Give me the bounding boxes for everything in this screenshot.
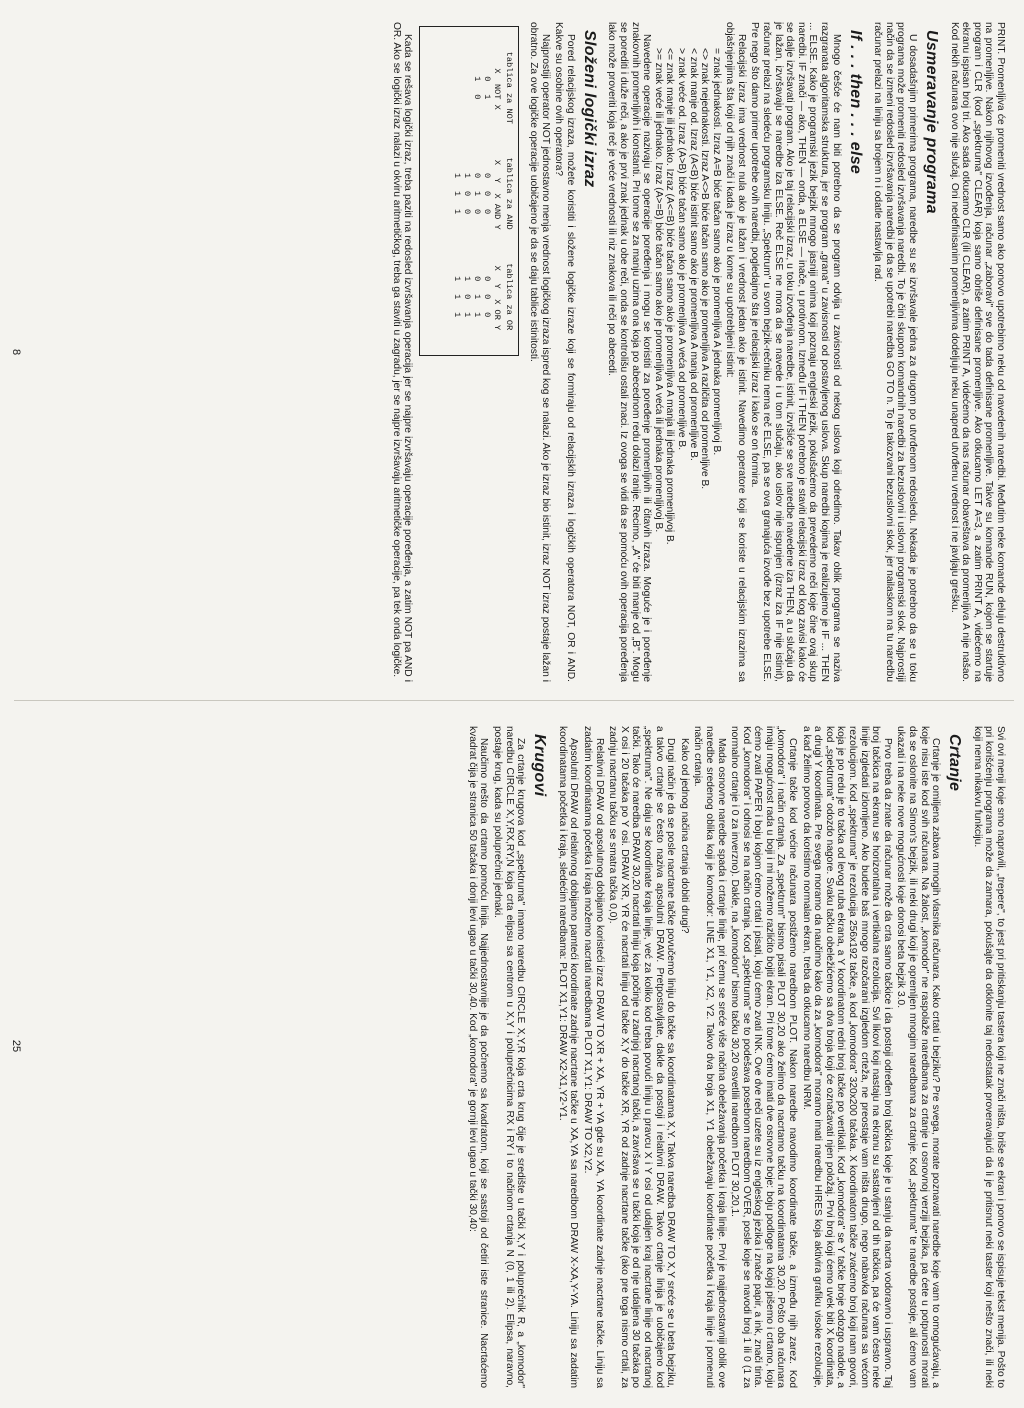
cell: 0 xyxy=(462,190,473,197)
col-header: X OR Y xyxy=(492,299,503,331)
paragraph: Mnogo češće će nam biti potrebno da se program odvija u zavisnosti od nekog uslova koji odredimo. Takav oblik programa se naziva razgranata algoritamska struktura, jer se program „grana" u zavisnosti od postavljenog uslova. Skup naredbi kojima je realizujemo je IF ... THEN ... ELSE. Kako je programski jezik bejzik mnogo jasniji onima koji poznaju engleski jezik, pokušaćemo da prevedemo reči koje čine ovaj skup naredbi. IF znači — ako, THEN — onda, a ELSE — inače, u protivnom. Između IF i THEN potrebno je staviti relacijski izraz od kog zavisi kako će se dalje izvršavati program. Ako je taj relacijski izraz, u toku izvođenja naredbe, istinit, izvršiće se sve naredbe navedene iza THEN, a u slučaju da je lažan, izvršavaju se naredbe iza ELSE. Reč ELSE ne mora da se navede i u tom slučaju, ako uslov nije ispunjen (izraz iza IF nije istinit), računar prelazi na sledeću programsku liniju. „Spektrum" u svom bejzik-rečniku nema reč ELSE, pa se ova granajuća izvođe bez upotrebe ELSE. Pre nego što damo primer upotrebe ovih naredbi, pogledajmo šta je relacijski izraz i kako se on formira. xyxy=(749,22,842,682)
truth-table-or xyxy=(452,263,514,330)
paragraph: Apsolutni DRAW od relativnog dobijamo pamteći koordinate zadnje nacrtane tačke u XA,YA sa naredbom DRAW X-XA,Y-YA. Liniju sa zadatim koordinatama početka i kraja, sledećim naredbama: PLOT X1,Y1: DRAW X2-X1,Y2-Y1. xyxy=(556,726,580,1388)
cell: 0 xyxy=(472,172,483,179)
page-8 xyxy=(11,22,1006,682)
col-header: Y xyxy=(492,283,503,289)
cell: 0 xyxy=(482,190,493,197)
col-header: X xyxy=(492,265,503,271)
paragraph: Naučimo nešto da crtamo pomoću linija. Najjednostavnije je da počnemo sa kvadratom, koji se sastoji od četiri iste stranice. Nacrtaćemo kvadrat čija je stranica 50 tačaka i donji levi ugao u tački 30,40. Kod „komodora" je gornji levi ugao u tački 30,40: xyxy=(466,726,490,1388)
table-row xyxy=(472,74,482,102)
table-row xyxy=(482,274,492,320)
table-row xyxy=(472,274,482,320)
page-25-text xyxy=(464,726,1006,1388)
paragraph: Navedene operacije nazivaju se operacije poređenja i mogu se koristiti za poređenje promenljivih ili čitavih izraza. Moguće je i poređenje znakovnih promenljivih i konstanti. Pri tome se za manju uzima ona koja po abecednom redu dolazi ranije. Recimo, „A" će biti manje od „B". Mogu se porediti i duže reči, a ako je prvi znak jednak u obe reči, onda se kontrolišu ostali znaci. Iz ovoga se vidi da se pomoću ovih operacija poređenja lako može proveriti koja reč je veće vrednosti ili niz znakova ili reči po abecedi. xyxy=(606,22,653,682)
table-row xyxy=(452,274,462,320)
cell: 0 xyxy=(462,208,473,215)
table-title: tablica za NOT xyxy=(504,51,515,124)
operator-line: <> znak nejednakosti. Izraz A<>B biće tačan samo ako je promenljiva A različita od promenljive B. xyxy=(699,48,711,490)
cell: 1 xyxy=(462,276,473,282)
cell: 0 xyxy=(472,208,483,215)
operator-line: <= znak manje ili jednako. Izraz (A<=B) biće tačan samo ako je promenljiva A manja ili jednaka promenljivoj B. xyxy=(664,48,676,545)
heading-usmeravanje-programa: Usmeravanje programa xyxy=(923,30,941,214)
cell: 1 xyxy=(452,294,463,300)
heading-crtanje: Crtanje xyxy=(946,734,964,792)
paragraph: Kada se rešava logički izraz, treba paziti na redosled izvršavanja operacija jer se najpre izvršavaju operacije poređenja, a zatim NOT pa AND i OR. Ako se logički izraz nalazi u okviru aritmetičkog, treba ga staviti u zagradu, jer se najpre izvršavaju aritmetičke operacije, pa tek onda logičke. xyxy=(390,22,414,682)
paragraph: Svi ovi menji koje smo napravili, „treperе", to jest pri pritiskanju tastera koji ne znači ništa, briše se ekran i ponovo se ispisuje tekst menija. Pošto to pri korišćenju programa može da zamara, pokušajte da otklonite taj nedostatak proveravajući da li je pritisnut neki taster koji nešto znači, ili neki koji nema nikakvu funkciju. xyxy=(971,726,1006,1388)
paragraph: Kako od jednog načina crtanja dobiti drugi? xyxy=(678,738,690,934)
table-row xyxy=(482,171,492,217)
col-header: X xyxy=(492,159,503,166)
cell: 1 xyxy=(462,312,473,318)
truth-tables xyxy=(419,26,519,356)
cell: 0 xyxy=(482,276,493,282)
table-title: tablica za AND xyxy=(504,157,515,230)
cell: 1 xyxy=(472,190,483,197)
heading-krugovi: Krugovi xyxy=(531,734,549,797)
table-row xyxy=(452,171,462,217)
cell: 0 xyxy=(482,294,493,300)
cell: 1 xyxy=(472,76,483,82)
heading-if-then-else: If . . . then . . . else xyxy=(846,30,864,175)
cell: 1 xyxy=(452,172,463,179)
page-number: 25 xyxy=(9,1039,22,1053)
table-title: tablica za OR xyxy=(504,263,515,331)
cell: 1 xyxy=(472,294,483,300)
paragraph: U dosadašnjim primerima programa, naredbe su se izvršavale jedna za drugom po utvrđenom redosledu. Nekada je potrebno da se u toku programa može promeniti redosled izvršavanja naredbi. To je čini skupom komandnih naredbi za bezuslovni i uslovni programski skok. Najprostiji način da se izmeni redosled izvršavanja naredbi je da se upotrebi naredba GO TO n. To je takozvani bezuslovni skok, jer nailaskom na tu naredbu računar prelazi na liniju sa brojem n i odatle nastavlja rad. xyxy=(872,22,919,682)
cell: 0 xyxy=(482,172,493,179)
paragraph: Crtanje je omiljena zabava mnogih vlasnika računara. Kako crtati u bejziku? Pre svega, morate poznavati naredbe koje vam to omogućavaju, a koje nisu iste kod svih računara. Na žalost, „komodor" ne raspolaže naredbama za crtanje u osnovnoj verziji bejzika, pa ćete u potpunosti morati da se oslonite na Simon's bejzik, ili neki drugi koji je opremljen mnogim naredbama za crtanje. Kod „spektruma" te naredbe postoje, ali ćemo vam ukazati i na neke nove mogućnosti koje donosi beta bejzik 3.0. xyxy=(895,726,942,1388)
page-fold xyxy=(14,700,1014,701)
table-row xyxy=(472,171,482,217)
cell: 0 xyxy=(472,276,483,282)
paragraph: Drugi način je da se posle nacrtane tačke povučemo liniju do tačke sa koordinatama X,Y. Takva naredba DRAW TO X,Y sreće se u beta bejziku, a takvo crtanje se često naziva apsolutni DRAW. Pretpostavljate, dakle da postoji i relativni DRAW. Takvo crtanje linija je uobičajeno kod „spektruma". Ne daju se koordinate kraja linije, već za koliko kod treba povući liniju u pravcu X i Y osi od udaljen kraj nacrtane linije od nacrtanoj tački. Tako će naredba DRAW 30,20 nacrtati liniju koja počinje u zadnjoj nacrtanoj tački, a završava se u tački koja je od nje udaljena 30 tačaka po X osi i 20 tačaka po Y osi. DRAW XR, YR će nacrtati liniju od tačke X,Y do tačke XR, YR od zadnje nacrtane tačke (ako pre toga nismo crtali, za zadnju nacrtanu tačku se smatra tačka 0,0). xyxy=(607,726,677,1388)
operator-line: < znak manje od. Izraz (A<B) biće istinit samo ako je promenljiva A manja od promenljive B. xyxy=(687,48,699,461)
cell: 1 xyxy=(482,94,493,100)
cell: 0 xyxy=(482,312,493,318)
paragraph: Relativni DRAW od apsolutnog dobijamo koristeći izraz DRAW TO XR + XA, YR + YA gde su XA, YA koordinate zadnje nacrtane tačke. Liniju sa zadatim koordinatama početka i kraja možemo nacrtati naredbama PLOT X1,Y1: DRAW TO X2,Y2. xyxy=(582,726,605,1388)
cell: 1 xyxy=(462,172,473,179)
table-header xyxy=(492,158,502,230)
col-header: NOT X xyxy=(492,83,503,110)
cell: 0 xyxy=(482,76,493,82)
table-header xyxy=(492,66,502,110)
page-8-text xyxy=(388,22,1006,682)
paragraph: Prvo treba da znate da računar može da crta samo tačkice i da postoji određen broj tačkica koje je u stanju da nacrta vodoravno i uspravno. Taj broj tačkica na ekranu se horizontalna i vertikalna rezolucija. Svi likovi koji nastaju na ekranu su sastavljeni od tih tačkica, pa će vam često neke linije izgledati izlomljeno. Ako budete baš mnogo razočarani izgledom crteža, ne preostaje vam ništa drugo, nego nabavka računara sa većom rezolucijom. Kod „spektruma" je rezolucija 256x192 tačke, a kod „komodora" 320x200 tačaka. X koordinatom tačke zvaćemo broj koji nam govori, koja je po redu je to tačka od levog ruba ekrana, a Y koordinatom redni broj tačke po vertikali. Kod „komodora" se Y tačke broje odozgo nadole, a kod „spektruma" odozdo nagore. Svaku tačku obeležićemo sa dva broja koji će označavati njen položaj. Prvi broj koji ćemo uvek biti X koordinata, a drugi Y koordinata. Pre svega moramo da naučimo kako da za „komodora" moramo imati naredbu HIRES koja aktivira grafiku visoke rezolucije, a kad želimo ponovo da koristimo normalan ekran, treba da otkucamo naredbu NRM. xyxy=(800,726,893,1388)
paragraph: Za crtanje krugova kod „spektruma" imamo naredbu CIRCLE X,Y,R koja crta krug čije je središte u tački X,Y i poluprečnik R, a „komodor" naredbu CIRCLE X,Y,RX,RY,N koja crta elipsu sa centrom u X,Y i poluprečnicima RX i RY i to načinom crtanja N (0, 1 ili 2). Elipsa, naravno, postaje krug, kada su poluprečnici jednaki. xyxy=(492,726,527,1388)
page-25 xyxy=(11,726,1006,1388)
cell: 1 xyxy=(472,312,483,318)
col-header: X xyxy=(492,68,503,74)
table-header xyxy=(492,263,502,330)
paragraph: Mada osnovne naredbe spada i crtanje linije, pri čemu se sreće više načina obeležavanja početka i kraja linije. Prvi je najjednostavniji oblik ove naredbe sredenog oblika koji je komodor: LINE X1, Y1, X2, Y2. Takvo dva broja X1, Y1 obeležavaju koordinate početka i kraja linije i pomenuti način crtanja. xyxy=(692,726,727,1388)
paragraph: Crtanje tačke kod većine računara postižemo naredbom PLOT. Nakon naredbe navodimo koordinate tačke, a između njih zarez. Kod „komodora" i način crtanja. Za „spektrum" bismo pisali PLOT 30,20 ako želimo da nacrtamo tačku na koordinatama 30,20. Pošto oba računara imaju mogućnost rada u boji i mi možemo razlićito bojiti ekran. Pri tome ćemo imati dve osnovne boje: boju podloge na kojoj pišemo i crtamo, koju ćemo zvati PAPER i boju kojom ćemo crtati i pisati, koju ćemo zvati INK. Ove dve reči uzete su iz engleskog jezika i znače papir, a ink, znači tinta. Kod „komodora" i odnosi se na način crtanja. Kod „spektruma" se to podešava posebnom naredbom OVER, posle koje se navodi broj 1 ili 0 (1 za normalno crtanje i 0 za inverzno). Dakle, na „komodoru" bismo tačku 30,20 osvetlili naredbom PLOT 30,20,1. xyxy=(729,726,799,1388)
cell: 1 xyxy=(452,208,463,215)
paragraph: Pored relacijskog izraza, možete koristiti i složene logičke izraze koji se formiraju od relacijskih izraza i logičkih operatora NOT, OR i AND. Kakve su osobine ovih operatora? xyxy=(553,22,576,682)
truth-table-and xyxy=(452,157,514,229)
operator-line: >= znak veće ili jednako. Izraz (A>=B) biće tačan samo ako je promenljiva A veća ili jednaka promenljivoj B. xyxy=(652,48,664,533)
operator-line: = znak jednakosti. Izraz A=B biće tačan samo ako je promenljiva A jednaka promenljivoj B. xyxy=(710,48,722,456)
table-row xyxy=(462,274,472,320)
paragraph: Najprostiji operator NOT jednostavno menja vrednost logičkog izraza ispred kog se nalazi. Ako je izraz bio istinit, izraz NOT izraz postaje lažan i obratno. Za ove logičke operacije uobičajeno je da se daju tablice istinitosti. xyxy=(528,22,551,682)
truth-table-not xyxy=(472,52,514,124)
paragraph: PRINT. Promenljiva će promeniti vrednost samo ako ponovo upotrebimo neku od navedenih naredbi. Međutim neke komande deluju destruktivno na promenljive. Nakon njihovog izvođenja, računar „zaboravi" sve do tada definisane promenljive. Takve su komande RUN, kojom se startuje program i CLR (kod „spektruma" CLEAR) koja samo obriše definisane promenljive. Ako otkucamo LET A=3, a zatim PRINT A, videćemo na ekranu ispisan broj tri. Ako sada otkucamo CLR (ili CLEAR), a zatim PRINT A, videćemo da nas računar obaveštava da promenljiva A nije našao. Kod nekih računara ovo nije slučaj. Oni nedefinisanim promenljivima dodeljuju neku unapred utvrđenu vrednost i ne javljaju grešku. xyxy=(948,22,1006,682)
cell: 1 xyxy=(452,276,463,282)
table-row xyxy=(462,171,472,217)
col-header: Y xyxy=(492,177,503,184)
cell: 0 xyxy=(482,208,493,215)
cell: 1 xyxy=(452,312,463,318)
paragraph: Relacijski izraz ima vrednost nula ako je lažan i vrednost jedan ako je istinit. Navedimo operatore koji se koriste u relacijskim izrazima sa objašnjenjima šta koji od njih znači i kada je izraz u kome su upotrebljeni istinit: xyxy=(724,22,747,682)
operator-line: > znak veće od. Izraz (A>B) biće tačan samo ako je promenljiva A veća od promenljive B. xyxy=(675,48,687,451)
heading-slozeni-logicki-izraz: Složeni logički izraz xyxy=(580,30,598,188)
col-header: X AND Y xyxy=(492,193,503,230)
cell: 0 xyxy=(462,294,473,300)
cell: 1 xyxy=(452,190,463,197)
cell: 0 xyxy=(472,94,483,100)
page-number: 8 xyxy=(9,348,22,356)
table-row xyxy=(482,74,492,102)
